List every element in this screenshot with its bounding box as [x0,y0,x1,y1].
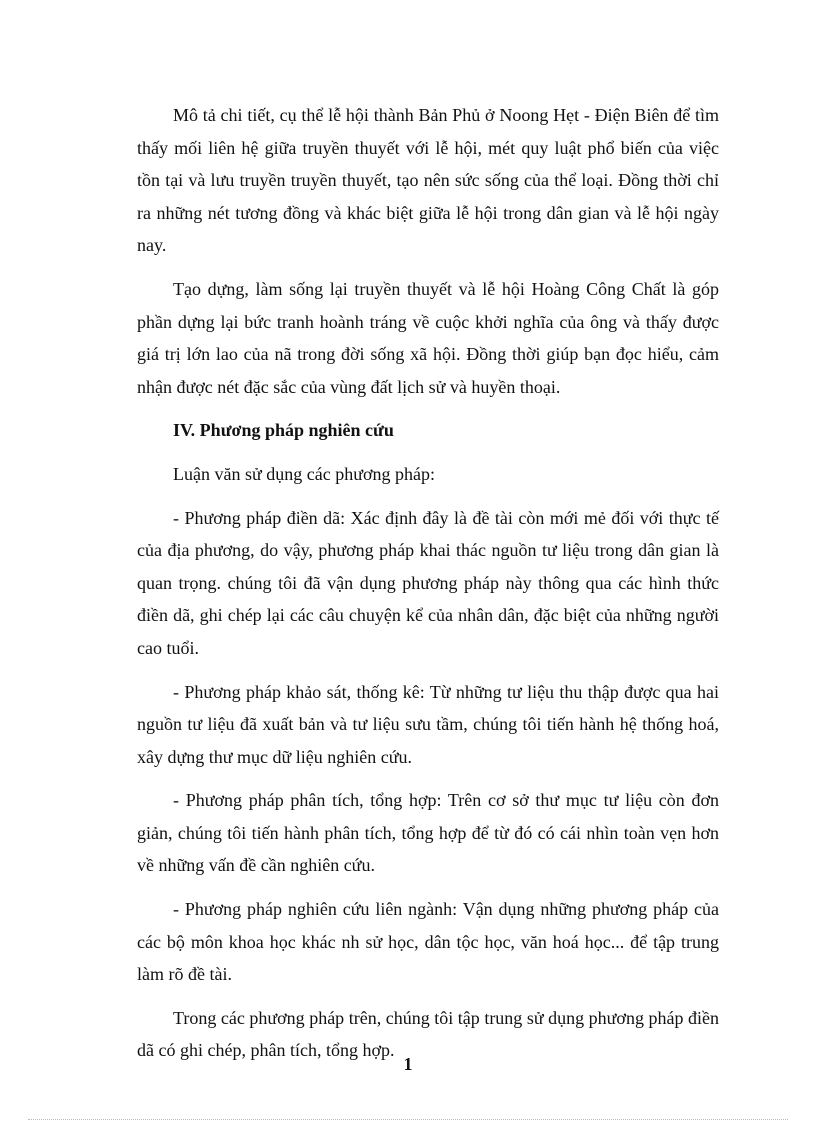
body-paragraph: Tạo dựng, làm sống lại truyền thuyết và lễ hội Hoàng Công Chất là góp phần dựng lại bức tranh hoành tráng về cuộc khởi nghĩa của ông và thấy được giá trị lớn lao của nã trong đời sống xã hội. Đồng thời giúp bạn đọc hiểu, cảm nhận được nét đặc sắc của vùng đất lịch sử và huyền thoại. [137,278,719,397]
method-item-interdisciplinary: - Phương pháp nghiên cứu liên ngành: Vận dụng những phương pháp của các bộ môn khoa học khác nh sử học, dân tộc học, văn hoá học... để tập trung làm rõ đề tài. [137,899,719,985]
page-body [137,99,719,1078]
method-item-analysis: - Phương pháp phân tích, tổng hợp: Trên cơ sở thư mục tư liệu còn đơn giản, chúng tôi tiến hành phân tích, tổng hợp để từ đó có cái nhìn toàn vẹn hơn về những vấn đề cần nghiên cứu. [137,790,719,876]
closing-paragraph: Trong các phương pháp trên, chúng tôi tập trung sử dụng phương pháp điền dã có ghi chép, phân tích, tổng hợp. [137,1007,719,1061]
section-heading: IV. Phương pháp nghiên cứu [173,420,394,441]
methods-intro: Luận văn sử dụng các phương pháp: [173,463,435,484]
page-bottom-divider [28,1119,788,1120]
page-number: 1 [403,1054,413,1074]
method-item-survey: - Phương pháp khảo sát, thống kê: Từ những tư liệu thu thập được qua hai nguồn tư liệu đã xuất bản và tư liệu sưu tầm, chúng tôi tiến hành hệ thống hoá, xây dựng thư mục dữ liệu nghiên cứu. [137,681,719,767]
body-paragraph: Mô tả chi tiết, cụ thể lễ hội thành Bản Phủ ở Noong Hẹt - Điện Biên để tìm thấy mối liên hệ giữa truyền thuyết với lễ hội, mét quy luật phổ biến của việc tồn tại và lưu truyền truyền thuyết, tạo nên sức sống của thể loại. Đồng thời chỉ ra những nét tương đồng và khác biệt giữa lễ hội trong dân gian và lễ hội ngày nay. [137,105,719,256]
method-item-fieldwork: - Phương pháp điền dã: Xác định đây là đề tài còn mới mẻ đối với thực tế của địa phương, do vậy, phương pháp khai thác nguồn tư liệu trong dân gian là quan trọng. chúng tôi đã vận dụng phương pháp này thông qua các hình thức điền dã, ghi chép lại các câu chuyện kể của nhân dân, đặc biệt của những người cao tuổi. [137,507,719,658]
